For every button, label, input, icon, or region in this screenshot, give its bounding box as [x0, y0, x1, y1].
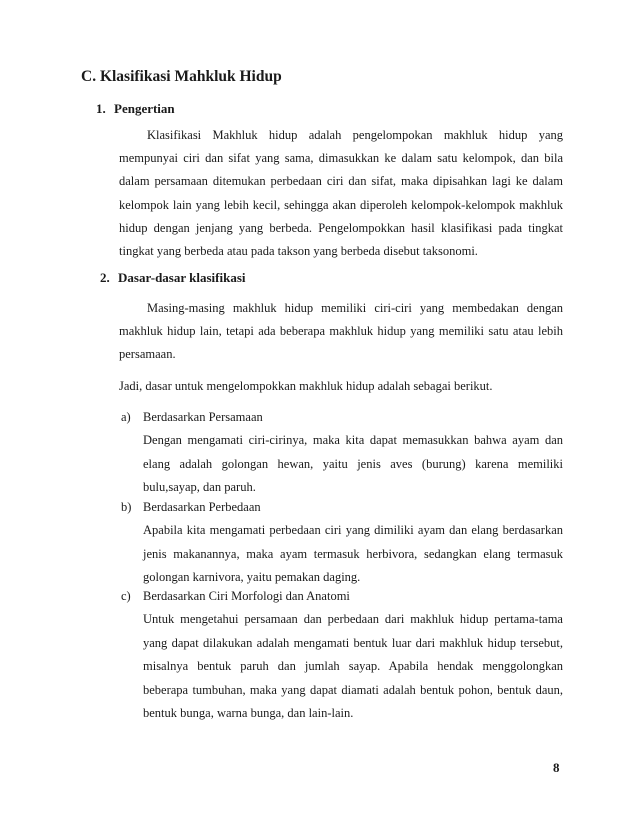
page-number: 8 [553, 760, 560, 775]
subsection-heading-dasar [100, 270, 246, 286]
subsection-title: Pengertian [114, 101, 175, 116]
list-item-text: Untuk mengetahui persamaan dan perbedaan dari makhluk hidup pertama-tama yang dapat dilakukan adalah mengamati bentuk luar dari makhluk hidup tersebut, misalnya bentuk paruh dan jumlah sayap. Apabila hendak menggolongkan beberapa tumbuhan, maka yang dapat diamati adalah bentuk pohon, bentuk daun, bentuk bunga, warna bunga, dan lain-lain. [143, 612, 563, 721]
subsection-heading-pengertian [96, 101, 175, 117]
paragraph-pengertian: Klasifikasi Makhluk hidup adalah pengelompokan makhluk hidup yang mempunyai ciri dan sifat yang sama, dimasukkan ke dalam satu kelompok, dan bila dalam persamaan ditemukan perbedaan ciri dan sifat, maka dipisahkan lagi ke dalam kelompok lain yang lebih kecil, sehingga akan diperoleh kelompok-kelompok makhluk hidup dengan jenjang yang berbeda. Pengelompokkan hasil klasifikasi pada tingkat tingkat yang berbeda atau pada takson yang berbeda disebut taksonomi. [119, 128, 563, 259]
subsection-number: 1. [96, 101, 106, 116]
list-item-label: Berdasarkan Persamaan [143, 410, 263, 424]
list-item-label: Berdasarkan Perbedaan [143, 500, 261, 514]
list-item-text: Apabila kita mengamati perbedaan ciri yang dimiliki ayam dan elang berdasarkan jenis makanannya, maka ayam termasuk herbivora, sedangkan elang termasuk golongan karnivora, yaitu pemakan daging. [143, 523, 563, 585]
section-title: C. Klasifikasi Mahkluk Hidup [81, 68, 282, 85]
list-marker: a) [121, 410, 131, 424]
paragraph-dasar: Masing-masing makhluk hidup memiliki ciri-ciri yang membedakan dengan makhluk hidup lain, tetapi ada beberapa makhluk hidup yang memiliki satu atau lebih persamaan. [119, 301, 563, 362]
list-marker: c) [121, 589, 131, 603]
subsection-number: 2. [100, 270, 110, 285]
paragraph-intro: Jadi, dasar untuk mengelompokkan makhluk hidup adalah sebagai berikut. [119, 379, 493, 393]
list-item-label: Berdasarkan Ciri Morfologi dan Anatomi [143, 589, 350, 603]
subsection-title: Dasar-dasar klasifikasi [118, 270, 246, 285]
list-item-text: Dengan mengamati ciri-cirinya, maka kita dapat memasukkan bahwa ayam dan elang adalah golongan hewan, yaitu jenis aves (burung) karena memiliki bulu,sayap, dan paruh. [143, 433, 563, 495]
list-marker: b) [121, 500, 132, 514]
